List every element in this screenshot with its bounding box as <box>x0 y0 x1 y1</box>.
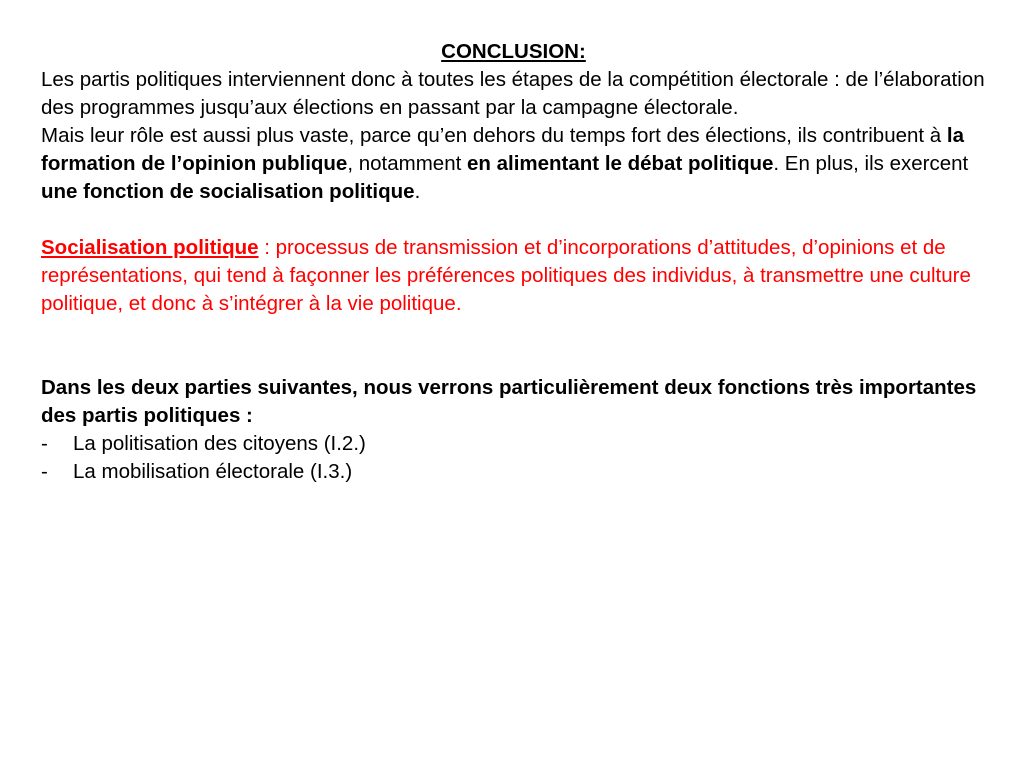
paragraph-role-text-2: , notamment <box>347 152 467 175</box>
list-item-label: La mobilisation électorale (I.3.) <box>73 460 353 483</box>
paragraph-role-text-3: . En plus, ils exercent <box>773 152 969 175</box>
paragraph-role-bold-3: une fonction de socialisation politique <box>41 180 415 203</box>
paragraph-role-text-1: Mais leur rôle est aussi plus vaste, parce qu’en dehors du temps fort des élections, ils contribuent à <box>41 124 947 147</box>
slide-content <box>41 38 986 486</box>
definition-text: : processus de transmission et d’incorporations d’attitudes, d’opinions et de représentations, qui tend à façonner les préférences politiques des individus, à transmettre une culture politique, et donc à s’intégrer à la vie politique. <box>41 236 971 315</box>
definition-term: Socialisation politique <box>41 236 259 259</box>
dash-bullet: - <box>41 460 48 483</box>
paragraph-role-bold-1: la formation de l’opinion publique <box>41 124 964 175</box>
list-item <box>41 458 986 486</box>
functions-intro: Dans les deux parties suivantes, nous verrons particulièrement deux fonctions très importantes des partis politiques : <box>41 376 977 427</box>
list-item-label: La politisation des citoyens (I.2.) <box>73 432 366 455</box>
dash-bullet: - <box>41 432 48 455</box>
paragraph-role-bold-2: en alimentant le débat politique <box>466 152 774 175</box>
paragraph-role <box>41 122 986 206</box>
definition-paragraph <box>41 234 986 318</box>
paragraph-intro: Les partis politiques interviennent donc à toutes les étapes de la compétition électorale : de l’élaboration des programmes jusqu’aux élections en passant par la campagne électorale. <box>41 68 985 119</box>
functions-list <box>41 430 986 486</box>
spacer <box>41 206 986 234</box>
spacer <box>41 318 986 374</box>
paragraph-role-text-4: . <box>414 180 421 203</box>
slide-title: CONCLUSION: <box>441 40 586 63</box>
list-item <box>41 430 986 458</box>
